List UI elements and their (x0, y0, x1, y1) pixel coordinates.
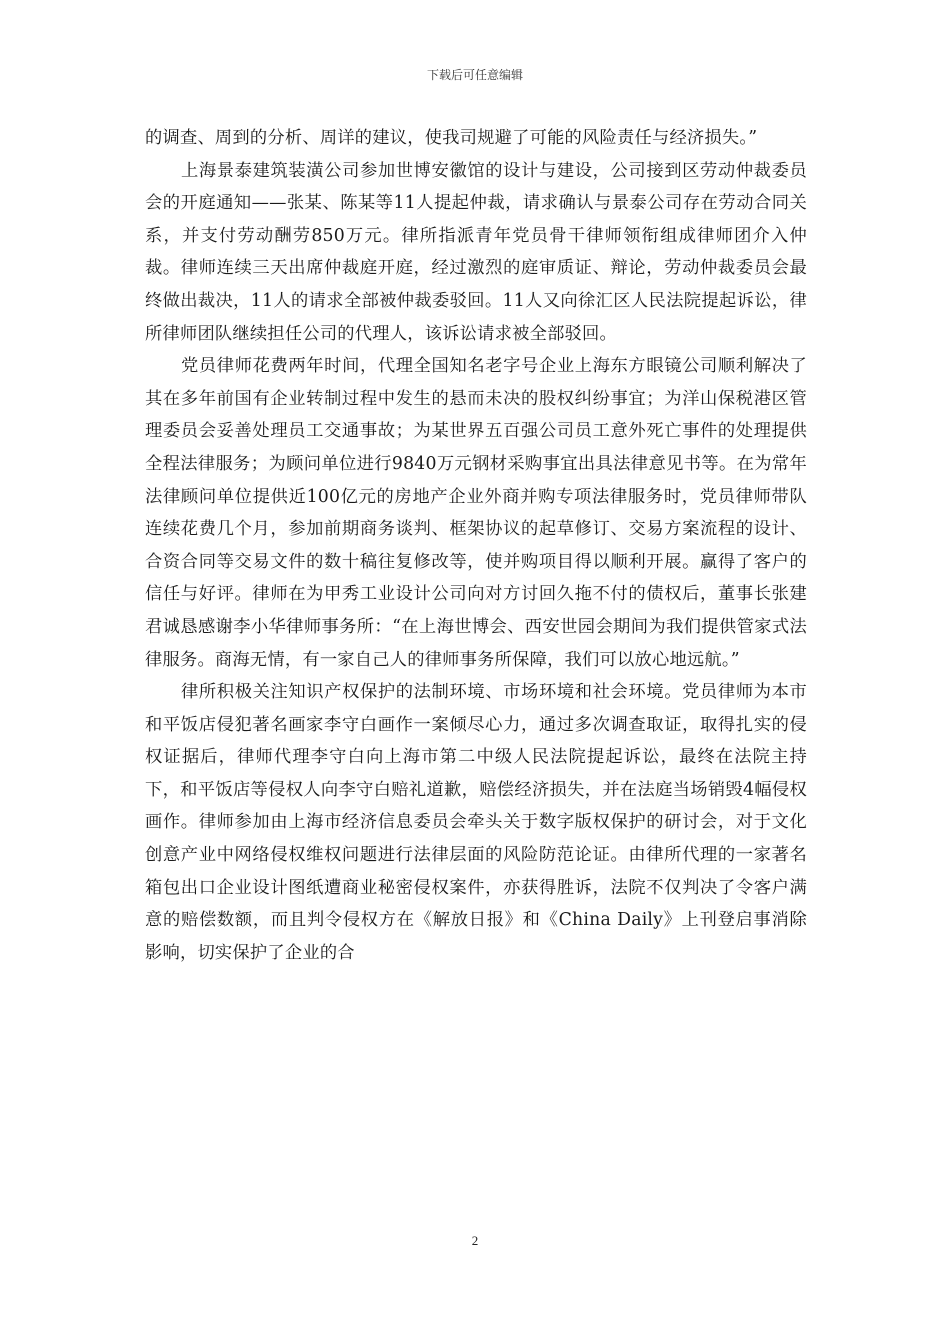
page-number: 2 (471, 1233, 479, 1248)
paragraph-continuation: 的调查、周到的分析、周详的建议，使我司规避了可能的风险责任与经济损失。” (145, 128, 758, 148)
paragraph-jingtai-case: 上海景泰建筑装潢公司参加世博安徽馆的设计与建设，公司接到区劳动仲裁委员会的开庭通知——张某、陈某等11人提起仲裁，请求确认与景泰公司存在劳动合同关系，并支付劳动酬劳850万元。律所指派青年党员骨干律师领衔组成律师团介入仲裁。律师连续三天出席仲裁庭开庭，经过激烈的庭审质证、辩论，劳动仲裁委员会最终做出裁决，11人的请求全部被仲裁委驳回。11人又向徐汇区人民法院提起诉讼，律所律师团队继续担任公司的代理人，该诉讼请求被全部驳回。 (145, 160, 807, 344)
paragraph-ip-protection: 律所积极关注知识产权保护的法制环境、市场环境和社会环境。党员律师为本市和平饭店侵犯著名画家李守白画作一案倾尽心力，通过多次调查取证，取得扎实的侵权证据后，律师代理李守白向上海市第二中级人民法院提起诉讼，最终在法院主持下，和平饭店等侵权人向李守白赔礼道歉，赔偿经济损失，并在法庭当场销毁4幅侵权画作。律师参加由上海市经济信息委员会牵头关于数字版权保护的研讨会，对于文化创意产业中网络侵权维权问题进行法律层面的风险防范论证。由律所代理的一家著名箱包出口企业设计图纸遭商业秘密侵权案件，亦获得胜诉，法院不仅判决了令客户满意的赔偿数额，而且判令侵权方在《解放日报》和《China Daily》上刊登启事消除影响，切实保护了企业的合 (145, 682, 807, 963)
page-header: 下载后可任意编辑 (426, 68, 523, 82)
document-body (145, 122, 807, 969)
paragraph-party-lawyers: 党员律师花费两年时间，代理全国知名老字号企业上海东方眼镜公司顺利解决了其在多年前国有企业转制过程中发生的悬而未决的股权纠纷事宜；为洋山保税港区管理委员会妥善处理员工交通事故；为某世界五百强公司员工意外死亡事件的处理提供全程法律服务；为顾问单位进行9840万元钢材采购事宜出具法律意见书等。在为常年法律顾问单位提供近100亿元的房地产企业外商并购专项法律服务时，党员律师带队连续花费几个月，参加前期商务谈判、框架协议的起草修订、交易方案流程的设计、合资合同等交易文件的数十稿往复修改等，使并购项目得以顺利开展。赢得了客户的信任与好评。律师在为甲秀工业设计公司向对方讨回久拖不付的债权后，董事长张建君诚恳感谢李小华律师事务所：“在上海世博会、西安世园会期间为我们提供管家式法律服务。商海无情，有一家自己人的律师事务所保障，我们可以放心地远航。” (145, 356, 807, 670)
